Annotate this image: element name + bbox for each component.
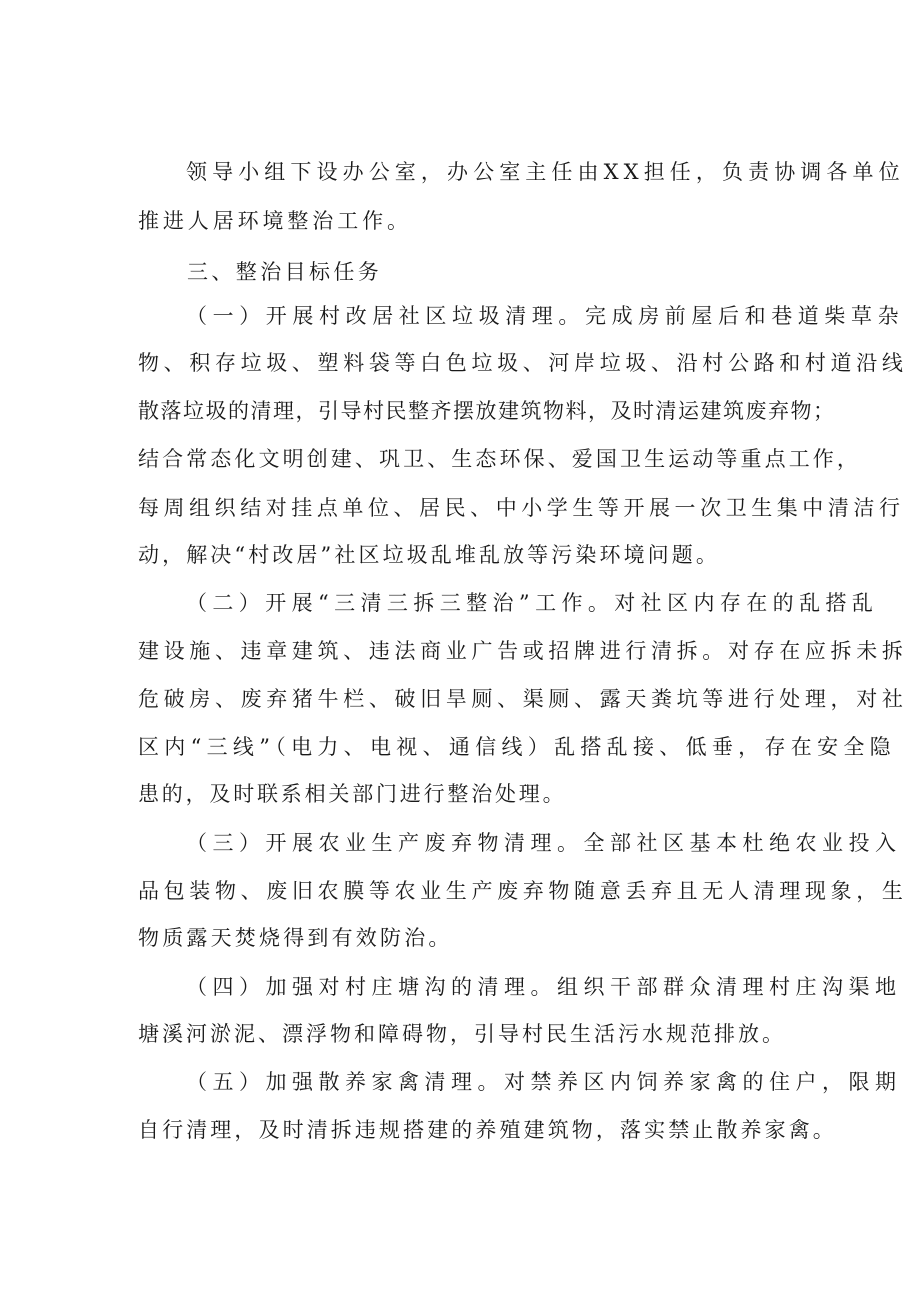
paragraph-line: （四）加强对村庄塘沟的清理。组织干部群众清理村庄沟渠地 bbox=[186, 975, 902, 999]
paragraph-line: （三）开展农业生产废弃物清理。全部社区基本杜绝农业投入 bbox=[186, 831, 902, 855]
paragraph-line: 动，解决“村改居”社区垃圾乱堆乱放等污染环境问题。 bbox=[138, 543, 720, 567]
paragraph-line: 物、积存垃圾、塑料袋等白色垃圾、河岸垃圾、沿村公路和村道沿线 bbox=[138, 351, 908, 375]
paragraph-line: 建设施、违章建筑、违法商业广告或招牌进行清拆。对存在应拆未拆 bbox=[138, 639, 908, 663]
paragraph-line: 自行清理，及时清拆违规搭建的养殖建筑物，落实禁止散养家禽。 bbox=[138, 1118, 837, 1142]
paragraph-line: 结合常态化文明创建、巩卫、生态环保、爱国卫生运动等重点工作， bbox=[138, 447, 861, 471]
paragraph-line: （五）加强散养家禽清理。对禁养区内饲养家禽的住户，限期 bbox=[186, 1070, 902, 1094]
paragraph-line: 散落垃圾的清理，引导村民整齐摆放建筑物料，及时清运建筑废弃物； bbox=[138, 399, 836, 423]
section-heading: 三、整治目标任务 bbox=[187, 260, 383, 284]
paragraph-line: 物质露天焚烧得到有效防治。 bbox=[138, 926, 453, 950]
paragraph-line: 推进人居环境整治工作。 bbox=[138, 209, 412, 233]
paragraph-line: 患的，及时联系相关部门进行整治处理。 bbox=[138, 782, 567, 806]
paragraph-line: （二）开展“三清三拆三整治”工作。对社区内存在的乱搭乱 bbox=[186, 591, 879, 615]
paragraph-line: 危破房、废弃猪牛栏、破旧旱厕、渠厕、露天粪坑等进行处理，对社 bbox=[138, 687, 908, 711]
paragraph-line: 区内“三线”（电力、电视、通信线）乱搭乱接、低垂，存在安全隐 bbox=[138, 735, 896, 759]
paragraph-line: 每周组织结对挂点单位、居民、中小学生等开展一次卫生集中清洁行 bbox=[138, 496, 905, 520]
paragraph-line: （一）开展村改居社区垃圾清理。完成房前屋后和巷道柴草杂 bbox=[186, 304, 905, 328]
paragraph-line: 塘溪河淤泥、漂浮物和障碍物，引导村民生活污水规范排放。 bbox=[138, 1022, 786, 1046]
paragraph-line: 品包装物、废旧农膜等农业生产废弃物随意丢弃且无人清理现象，生 bbox=[138, 879, 908, 903]
paragraph-line: 领导小组下设办公室，办公室主任由XX担任，负责协调各单位 bbox=[186, 160, 905, 184]
